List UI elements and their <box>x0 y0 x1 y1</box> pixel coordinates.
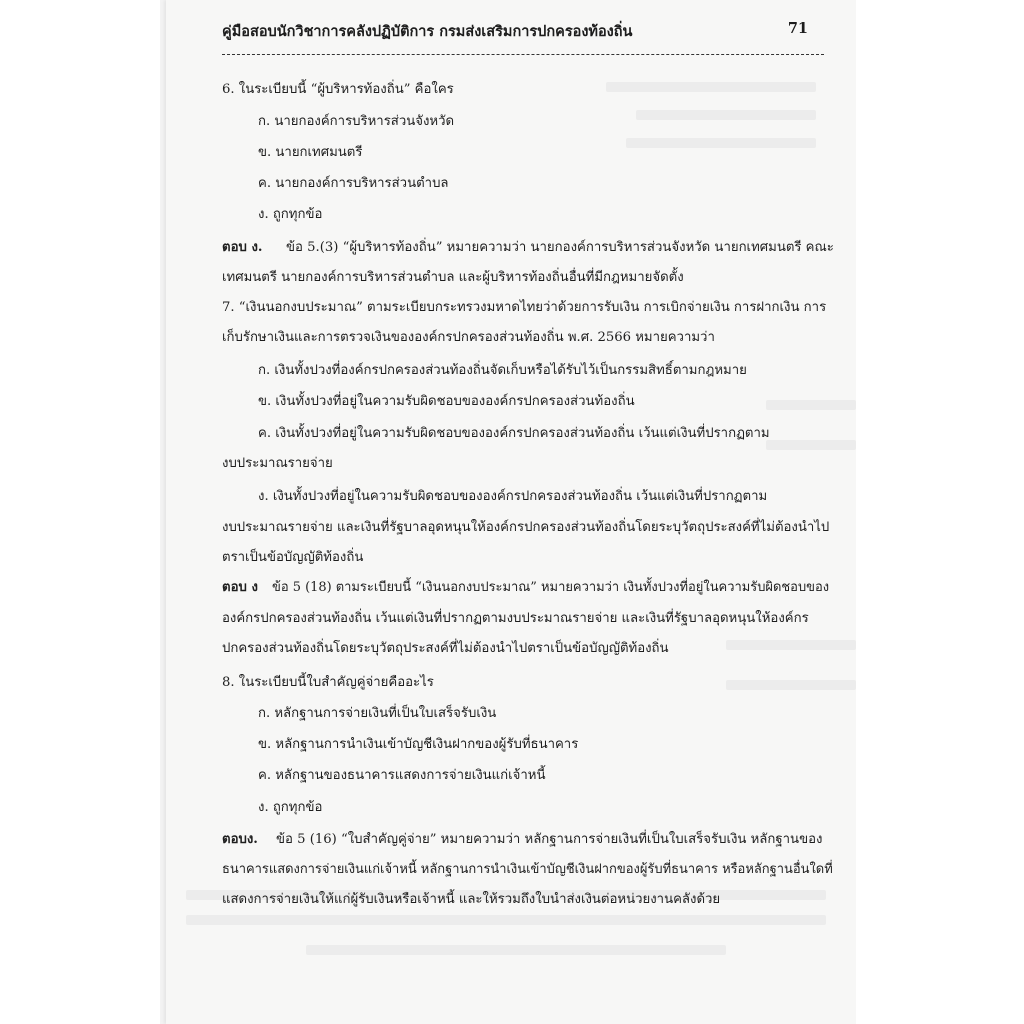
q8-option-d: ง. ถูกทุกข้อ <box>258 800 323 815</box>
q7-option-a: ก. เงินทั้งปวงที่องค์กรปกครองส่วนท้องถิ่นจัดเก็บหรือได้รับไว้เป็นกรรมสิทธิ์ตามกฎหมาย <box>258 363 747 378</box>
q6-option-b: ข. นายกเทศมนตรี <box>258 145 363 160</box>
q8-option-a: ก. หลักฐานการจ่ายเงินที่เป็นใบเสร็จรับเงิน <box>258 706 497 721</box>
q6-option-a: ก. นายกองค์การบริหารส่วนจังหวัด <box>258 114 455 129</box>
q7-answer-line-1: ข้อ 5 (18) ตามระเบียบนี้ “เงินนอกงบประมาณ” หมายความว่า เงินทั้งปวงที่อยู่ในความรับผิดชอบของ <box>272 580 830 595</box>
header-title: คู่มือสอบนักวิชาการคลังปฏิบัติการ กรมส่งเสริมการปกครองท้องถิ่น <box>222 23 633 40</box>
show-through <box>636 110 816 120</box>
q8-answer-line-2: ธนาคารแสดงการจ่ายเงินแก่เจ้าหนี้ หลักฐานการนำเงินเข้าบัญชีเงินฝากของผู้รับที่ธนาคาร หรือหลักฐานอื่นใดที่ <box>222 862 833 877</box>
q6-option-d: ง. ถูกทุกข้อ <box>258 207 323 222</box>
q6-answer-line-2: เทศมนตรี นายกองค์การบริหารส่วนตำบล และผู้บริหารท้องถิ่นอื่นที่มีกฎหมายจัดตั้ง <box>222 270 684 285</box>
q7-option-d-line-1: ง. เงินทั้งปวงที่อยู่ในความรับผิดชอบขององค์กรปกครองส่วนท้องถิ่น เว้นแต่เงินที่ปรากฏตาม <box>258 489 768 504</box>
question-7-line-2: เก็บรักษาเงินและการตรวจเงินขององค์กรปกครองส่วนท้องถิ่น พ.ศ. 2566 หมายความว่า <box>222 330 715 345</box>
q6-answer-line-1: ข้อ 5.(3) “ผู้บริหารท้องถิ่น” หมายความว่า นายกองค์การบริหารส่วนจังหวัด นายกเทศมนตรี คณะ <box>286 240 834 255</box>
q6-option-c: ค. นายกองค์การบริหารส่วนตำบล <box>258 176 449 191</box>
q8-answer-label: ตอบง. <box>222 832 258 847</box>
question-6: 6. ในระเบียบนี้ “ผู้บริหารท้องถิ่น” คือใคร <box>222 82 454 97</box>
question-8: 8. ในระเบียบนี้ใบสำคัญคู่จ่ายคืออะไร <box>222 675 434 690</box>
show-through <box>606 82 816 92</box>
q7-answer-line-3: ปกครองส่วนท้องถิ่นโดยระบุวัตถุประสงค์ที่ไม่ต้องนำไปตราเป็นข้อบัญญัติท้องถิ่น <box>222 641 669 656</box>
q8-option-c: ค. หลักฐานของธนาคารแสดงการจ่ายเงินแก่เจ้าหนี้ <box>258 768 546 783</box>
q8-option-b: ข. หลักฐานการนำเงินเข้าบัญชีเงินฝากของผู้รับที่ธนาคาร <box>258 737 579 752</box>
q8-answer-line-3: แสดงการจ่ายเงินให้แก่ผู้รับเงินหรือเจ้าหนี้ และให้รวมถึงใบนำส่งเงินต่อหน่วยงานคลังด้วย <box>222 892 721 907</box>
q6-answer-label: ตอบ ง. <box>222 240 263 255</box>
q8-answer-line-1: ข้อ 5 (16) “ใบสำคัญคู่จ่าย” หมายความว่า หลักฐานการจ่ายเงินที่เป็นใบเสร็จรับเงิน หลักฐานของ <box>276 832 823 847</box>
question-7-line-1: 7. “เงินนอกงบประมาณ” ตามระเบียบกระทรวงมหาดไทยว่าด้วยการรับเงิน การเบิกจ่ายเงิน การฝากเงิน การ <box>222 300 827 315</box>
show-through <box>726 640 856 650</box>
q7-option-c-line-2: งบประมาณรายจ่าย <box>222 456 333 471</box>
background-margin <box>856 0 1024 1024</box>
header-divider <box>222 54 824 55</box>
show-through <box>186 915 826 925</box>
q7-option-d-line-2: งบประมาณรายจ่าย และเงินที่รัฐบาลอุดหนุนให้องค์กรปกครองส่วนท้องถิ่นโดยระบุวัตถุประสงค์ที่ไม่ต้องนำไป <box>222 520 830 535</box>
q7-option-b: ข. เงินทั้งปวงที่อยู่ในความรับผิดชอบขององค์กรปกครองส่วนท้องถิ่น <box>258 394 635 409</box>
q7-answer-label: ตอบ ง <box>222 580 258 595</box>
show-through <box>766 400 856 410</box>
q7-option-c-line-1: ค. เงินทั้งปวงที่อยู่ในความรับผิดชอบขององค์กรปกครองส่วนท้องถิ่น เว้นแต่เงินที่ปรากฏตาม <box>258 426 770 441</box>
page-number: 71 <box>787 20 808 37</box>
show-through <box>766 440 856 450</box>
show-through <box>626 138 816 148</box>
q7-answer-line-2: องค์กรปกครองส่วนท้องถิ่น เว้นแต่เงินที่ปรากฏตามงบประมาณรายจ่าย และเงินที่รัฐบาลอุดหนุนให้องค์กร <box>222 611 809 626</box>
running-header <box>222 20 808 43</box>
show-through <box>726 680 856 690</box>
q7-option-d-line-3: ตราเป็นข้อบัญญัติท้องถิ่น <box>222 550 364 565</box>
show-through <box>306 945 726 955</box>
